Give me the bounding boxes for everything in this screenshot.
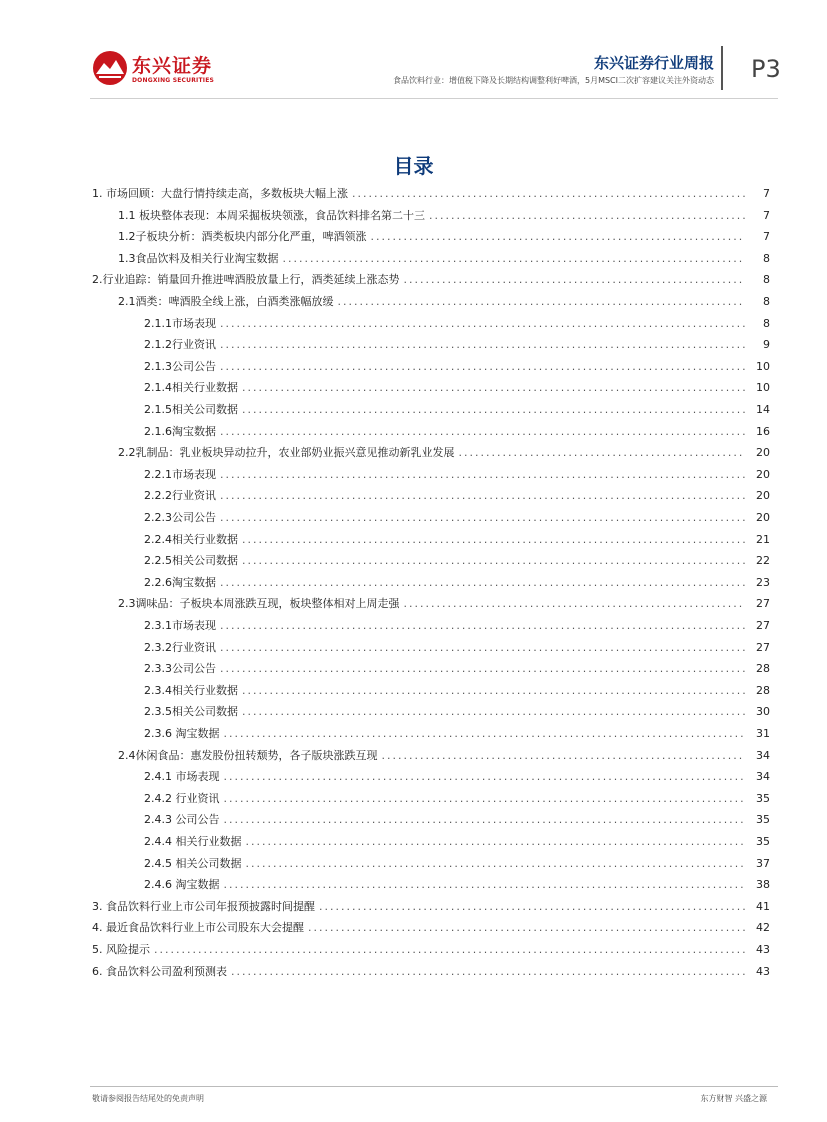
- toc-entry-page: 28: [756, 683, 770, 697]
- toc-entry[interactable]: [92, 898, 770, 918]
- toc-entry-page: 20: [756, 446, 770, 460]
- toc-entry-label: 2.3调味品：子板块本周涨跌互现，板块整体相对上周走强: [118, 597, 400, 611]
- toc-entry-label: 2.4休闲食品：惠发股份扭转颓势，各子版块涨跌互现: [118, 748, 378, 762]
- toc-dot-leader: [220, 619, 745, 632]
- toc-entry-label: 3. 食品饮料行业上市公司年报预披露时间提醒: [92, 899, 315, 913]
- toc-entry-label: 2.2.2行业资讯: [144, 489, 216, 503]
- toc-dot-leader: [220, 511, 745, 524]
- toc-entry[interactable]: [144, 855, 770, 875]
- toc-entry[interactable]: [144, 833, 770, 853]
- toc-entry-page: 27: [756, 597, 770, 611]
- toc-entry-label: 2.行业追踪：销量回升推进啤酒股放量上行，酒类延续上涨态势: [92, 273, 400, 287]
- toc-entry[interactable]: [92, 271, 770, 291]
- page-number: P3: [751, 55, 781, 83]
- toc-entry-label: 5. 风险提示: [92, 943, 150, 956]
- toc-dot-leader: [220, 338, 745, 351]
- toc-dot-leader: [224, 813, 746, 826]
- toc-entry[interactable]: [92, 963, 770, 983]
- logo-chinese-name: 东兴证券: [132, 55, 213, 77]
- toc-entry-page: 35: [756, 791, 770, 805]
- toc-dot-leader: [220, 317, 745, 330]
- toc-dot-leader: [382, 749, 746, 762]
- toc-entry-page: 21: [756, 532, 770, 546]
- toc-title: 目录: [393, 154, 434, 178]
- toc-entry[interactable]: [118, 228, 770, 248]
- toc-dot-leader: [220, 576, 745, 589]
- toc-dot-leader: [242, 533, 745, 546]
- toc-entry-page: 35: [756, 813, 770, 827]
- toc-dot-leader: [319, 900, 745, 913]
- toc-dot-leader: [154, 943, 745, 956]
- toc-dot-leader: [352, 187, 745, 200]
- toc-entry-page: 22: [756, 554, 770, 568]
- toc-entry-label: 2.3.1市场表现: [144, 619, 216, 632]
- toc-entry-page: 8: [763, 273, 770, 287]
- toc-dot-leader: [220, 468, 745, 481]
- toc-entry-page: 8: [763, 316, 770, 330]
- toc-entry-page: 7: [763, 208, 770, 222]
- toc-dot-leader: [338, 295, 746, 308]
- toc-dot-leader: [220, 662, 745, 675]
- toc-entry-page: 27: [756, 640, 770, 654]
- toc-entry-label: 2.2.3公司公告: [144, 511, 216, 524]
- toc-entry-page: 28: [756, 662, 770, 676]
- toc-dot-leader: [242, 403, 745, 416]
- toc-entry[interactable]: [118, 747, 770, 767]
- toc-entry-label: 2.1.2行业资讯: [144, 338, 216, 352]
- toc-entry-label: 2.1.1市场表现: [144, 316, 216, 330]
- toc-entry[interactable]: [144, 487, 770, 507]
- toc-entry[interactable]: [144, 811, 770, 831]
- toc-entry[interactable]: [144, 617, 770, 637]
- footer-slogan: 东方财智 兴盛之源: [700, 1094, 767, 1103]
- toc-dot-leader: [242, 705, 745, 718]
- toc-entry-page: 7: [763, 187, 770, 200]
- toc-entry[interactable]: [92, 941, 770, 961]
- toc-entry-label: 1. 市场回顾：大盘行情持续走高，多数板块大幅上涨: [92, 187, 348, 200]
- toc-entry-page: 34: [756, 770, 770, 784]
- toc-entry-page: 38: [756, 878, 770, 892]
- toc-dot-leader: [459, 446, 746, 459]
- toc-entry-label: 1.3食品饮料及相关行业淘宝数据: [118, 251, 279, 265]
- toc-entry-page: 42: [756, 921, 770, 935]
- toc-dot-leader: [404, 597, 746, 610]
- toc-entry[interactable]: [144, 401, 770, 421]
- toc-entry-label: 2.4.4 相关行业数据: [144, 835, 242, 848]
- toc-entry[interactable]: [118, 250, 770, 270]
- toc-entry-label: 2.3.6 淘宝数据: [144, 727, 220, 740]
- toc-entry[interactable]: [92, 185, 770, 205]
- toc-entry[interactable]: [144, 336, 770, 356]
- toc-entry[interactable]: [144, 358, 770, 378]
- header-divider: [721, 46, 723, 90]
- footer-rule: [90, 1086, 778, 1087]
- logo-english-name: DONGXING SECURITIES: [132, 77, 215, 84]
- toc-entry[interactable]: [144, 509, 770, 529]
- toc-dot-leader: [242, 381, 745, 394]
- toc-entry[interactable]: [144, 725, 770, 745]
- toc-entry-page: 43: [756, 964, 770, 978]
- toc-entry[interactable]: [118, 207, 770, 227]
- toc-entry-label: 2.4.1 市场表现: [144, 770, 220, 784]
- toc-dot-leader: [308, 921, 745, 934]
- logo-mountain-icon: [92, 50, 128, 86]
- toc-dot-leader: [220, 489, 745, 502]
- toc-entry-page: 37: [756, 856, 770, 870]
- toc-entry-label: 2.3.3公司公告: [144, 662, 216, 676]
- toc-entry[interactable]: [118, 444, 770, 464]
- toc-entry-page: 9: [763, 338, 770, 352]
- toc-dot-leader: [231, 965, 745, 978]
- toc-entry-page: 34: [756, 748, 770, 762]
- toc-dot-leader: [371, 230, 746, 243]
- toc-entry[interactable]: [144, 703, 770, 723]
- toc-entry[interactable]: [144, 423, 770, 443]
- toc-entry-label: 2.2.4相关行业数据: [144, 532, 238, 546]
- toc-entry-label: 1.1 板块整体表现：本周采掘板块领涨，食品饮料排名第二十三: [118, 208, 425, 222]
- toc-entry-label: 2.3.2行业资讯: [144, 640, 216, 654]
- toc-entry[interactable]: [144, 639, 770, 659]
- toc-entry-label: 2.4.2 行业资讯: [144, 791, 220, 805]
- toc-entry-label: 2.3.5相关公司数据: [144, 705, 238, 719]
- toc-dot-leader: [224, 770, 746, 783]
- toc-dot-leader: [242, 684, 745, 697]
- toc-entry-label: 2.4.3 公司公告: [144, 813, 220, 827]
- page-header: [0, 0, 827, 100]
- toc-entry-label: 2.1.4相关行业数据: [144, 381, 238, 395]
- toc-entry[interactable]: [92, 919, 770, 939]
- toc-entry-page: 7: [763, 230, 770, 244]
- toc-dot-leader: [283, 252, 746, 265]
- toc-dot-leader: [429, 209, 745, 222]
- toc-entry[interactable]: [144, 531, 770, 551]
- toc-entry-page: 8: [763, 251, 770, 265]
- toc-entry-label: 2.2.1市场表现: [144, 467, 216, 481]
- toc-entry[interactable]: [144, 768, 770, 788]
- toc-dot-leader: [220, 425, 745, 438]
- toc-entry-page: 20: [756, 467, 770, 481]
- toc-dot-leader: [242, 554, 745, 567]
- toc-entry[interactable]: [144, 552, 770, 572]
- toc-entry-label: 2.2乳制品：乳业板块异动拉升，农业部奶业振兴意见推动新乳业发展: [118, 446, 455, 460]
- toc-entry[interactable]: [144, 682, 770, 702]
- toc-entry-label: 4. 最近食品饮料行业上市公司股东大会提醒: [92, 921, 304, 935]
- toc-entry[interactable]: [144, 876, 770, 896]
- toc-entry[interactable]: [144, 574, 770, 594]
- toc-entry-page: 23: [756, 575, 770, 589]
- toc-entry-label: 2.1酒类：啤酒股全线上涨，白酒类涨幅放缓: [118, 295, 334, 308]
- toc-dot-leader: [246, 857, 746, 870]
- toc-entry-page: 20: [756, 511, 770, 524]
- toc-entry-label: 1.2子板块分析：酒类板块内部分化严重，啤酒领涨: [118, 230, 367, 244]
- toc-entry-page: 20: [756, 489, 770, 503]
- toc-dot-leader: [404, 273, 746, 286]
- toc-entry-page: 10: [756, 359, 770, 373]
- toc-entry-label: 2.1.6淘宝数据: [144, 424, 216, 438]
- toc-entry-page: 27: [756, 619, 770, 632]
- toc-entry-label: 2.1.3公司公告: [144, 359, 216, 373]
- company-logo: [92, 50, 232, 90]
- toc-dot-leader: [224, 878, 746, 891]
- header-rule: [90, 98, 778, 99]
- footer-disclaimer: 敬请参阅报告结尾处的免责声明: [92, 1094, 204, 1103]
- toc-entry-label: 2.4.6 淘宝数据: [144, 878, 220, 892]
- toc-entry[interactable]: [144, 315, 770, 335]
- report-subtitle: 食品饮料行业：增值税下降及长期结构调整利好啤酒，5月MSCI二次扩容建议关注外资动态: [392, 76, 714, 85]
- toc-entry[interactable]: [144, 379, 770, 399]
- toc-entry-page: 14: [756, 403, 770, 416]
- toc-entry[interactable]: [144, 790, 770, 810]
- toc-entry-page: 35: [756, 835, 770, 848]
- toc-entry-label: 2.2.6淘宝数据: [144, 575, 216, 589]
- toc-entry-page: 16: [756, 424, 770, 438]
- toc-entry-label: 2.1.5相关公司数据: [144, 403, 238, 416]
- toc-entry-page: 10: [756, 381, 770, 395]
- toc-entry[interactable]: [118, 595, 770, 615]
- toc-entry-page: 43: [756, 943, 770, 956]
- toc-dot-leader: [246, 835, 746, 848]
- toc-dot-leader: [224, 792, 746, 805]
- toc-entry-page: 30: [756, 705, 770, 719]
- toc-entry-page: 8: [763, 295, 770, 308]
- toc-entry-label: 2.4.5 相关公司数据: [144, 856, 242, 870]
- toc-entry-label: 2.3.4相关行业数据: [144, 683, 238, 697]
- toc-entry[interactable]: [144, 466, 770, 486]
- toc-dot-leader: [220, 641, 745, 654]
- toc-dot-leader: [220, 360, 745, 373]
- toc-entry-label: 2.2.5相关公司数据: [144, 554, 238, 568]
- toc-dot-leader: [224, 727, 746, 740]
- toc-entry-label: 6. 食品饮料公司盈利预测表: [92, 964, 227, 978]
- report-type: 东兴证券行业周报: [593, 54, 714, 72]
- toc-entry-page: 31: [756, 727, 770, 740]
- toc-entry[interactable]: [118, 293, 770, 313]
- toc-entry-page: 41: [756, 899, 770, 913]
- toc-entry[interactable]: [144, 660, 770, 680]
